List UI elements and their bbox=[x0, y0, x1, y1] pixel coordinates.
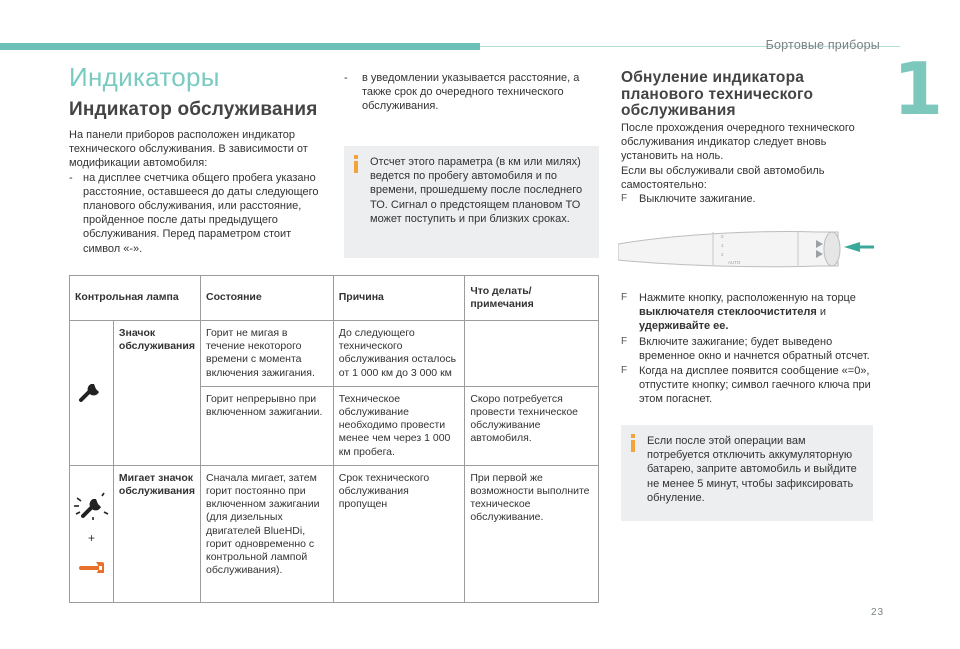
lamp-cell bbox=[70, 465, 114, 602]
action-cell: При первой же возможности выполните техническое обслуживание. bbox=[465, 465, 599, 602]
table-header-row bbox=[70, 276, 599, 321]
cause-cell: Техническое обслуживание необходимо провести менее чем через 1 000 км пробега. bbox=[333, 386, 465, 465]
checkbox-icon: F bbox=[621, 292, 628, 303]
lamp-cell bbox=[70, 321, 114, 466]
cause-cell: До следующего технического обслуживания осталось от 1 000 км до 3 000 км bbox=[333, 321, 465, 387]
svg-text:0: 0 bbox=[721, 234, 724, 239]
reset-steps bbox=[621, 291, 879, 408]
step-item bbox=[621, 192, 879, 206]
step-text: Включите зажигание; будет выведено временное окно и начнется обратный отсчет. bbox=[639, 335, 870, 362]
info-note-mileage bbox=[344, 146, 599, 258]
running-head: Бортовые приборы bbox=[765, 38, 880, 52]
step-text: Когда на дисплее появится сообщение «=0», отпустите кнопку; символ гаечного ключа при этом погаснет. bbox=[639, 365, 871, 406]
reset-intro bbox=[621, 121, 879, 206]
reset-title: Обнуление индикатора планового технического обслуживания bbox=[621, 69, 814, 119]
note-text: Отсчет этого параметра (в км или милях) ведется по пробегу автомобиля и по времени, прошедшему после последнего ТО. Сигнал о предстоящем плановом ТО может поступить и при близких сроках. bbox=[370, 156, 583, 225]
condition-cell: Горит не мигая в течение некоторого времени с момента включения зажигания. bbox=[200, 321, 333, 387]
orange-wrench-icon bbox=[78, 553, 104, 573]
info-icon bbox=[627, 434, 639, 513]
action-cell: Скоро потребуется провести техническое обслуживание автомобиля. bbox=[465, 386, 599, 465]
bullet-dash: - bbox=[344, 72, 348, 84]
state-cell: Значок обслуживания bbox=[113, 321, 200, 466]
checkbox-icon: F bbox=[621, 335, 628, 347]
page-number: 23 bbox=[871, 607, 885, 618]
reset-para-2: Если вы обслуживали свой автомобиль самостоятельно: bbox=[621, 164, 825, 191]
bullet-dash: - bbox=[69, 171, 73, 184]
info-icon bbox=[350, 155, 362, 250]
note-text: Если после этой операции вам потребуется отключить аккумуляторную батарею, заприте автомобиль и выйдите не менее 5 минут, чтобы зафиксировать обнуление. bbox=[647, 435, 857, 504]
checkbox-icon: F bbox=[621, 365, 628, 377]
table-row bbox=[70, 465, 599, 602]
condition-cell: Горит непрерывно при включенном зажигании. bbox=[200, 386, 333, 465]
step-text: Выключите зажигание. bbox=[639, 193, 756, 206]
info-i-icon bbox=[630, 434, 636, 452]
step-item bbox=[621, 364, 879, 407]
col-header-lamp: Контрольная лампа bbox=[70, 276, 201, 321]
action-cell bbox=[465, 321, 599, 387]
state-cell: Мигает значок обслуживания bbox=[113, 465, 200, 602]
wiper-stalk-illustration bbox=[618, 214, 876, 280]
warning-lamp-table bbox=[69, 275, 599, 603]
col-header-state: Состояние bbox=[200, 276, 333, 321]
table-row bbox=[70, 321, 599, 387]
step-bold: выключателя стеклоочистителя bbox=[639, 306, 817, 319]
reset-para-1: После прохождения очередного технического обслуживания индикатор следует вновь установить на ноль. bbox=[621, 122, 855, 163]
plus-sign: + bbox=[87, 531, 95, 546]
subsection-title: Индикатор обслуживания bbox=[69, 99, 318, 120]
col-header-action: Что делать/примечания bbox=[465, 276, 599, 321]
wrench-icon bbox=[78, 379, 104, 403]
svg-text:2: 2 bbox=[721, 252, 724, 257]
mid-bullet-text: в уведомлении указывается расстояние, а также срок до очередного технического обслуживания. bbox=[362, 72, 580, 113]
intro-block bbox=[69, 128, 327, 256]
section-title: Индикаторы bbox=[69, 62, 220, 92]
chapter-number: 1 bbox=[893, 47, 944, 131]
cause-cell: Срок технического обслуживания пропущен bbox=[333, 465, 465, 602]
step-text: Нажмите кнопку, расположенную на торце выключателя стеклоочистителя и удерживайте ее. bbox=[639, 292, 856, 333]
info-i-icon bbox=[353, 155, 359, 173]
step-item bbox=[621, 335, 879, 363]
step-item bbox=[621, 291, 879, 334]
svg-text:1: 1 bbox=[721, 243, 724, 248]
info-note-battery bbox=[621, 425, 873, 521]
intro-bullet bbox=[69, 171, 327, 256]
intro-text: На панели приборов расположен индикатор технического обслуживания. В зависимости от модификации автомобиля: bbox=[69, 129, 308, 170]
top-accent-bar bbox=[0, 43, 480, 50]
bullet-text: на дисплее счетчика общего пробега указано расстояние, оставшееся до даты следующего планового обслуживания, или расстояние, пройденное после даты предыдущего обслуживания. Перед параметром стоит символ «-». bbox=[83, 171, 319, 255]
stalk-label: AUTO bbox=[728, 260, 741, 265]
mid-bullet bbox=[344, 71, 602, 114]
checkbox-icon: F bbox=[621, 193, 628, 205]
condition-cell: Сначала мигает, затем горит постоянно при включенном зажигании (для дизельных двигателей BlueHDi, горит одновременно с контрольной лампой обслуживания). bbox=[200, 465, 333, 602]
step-bold: удерживайте ее. bbox=[639, 320, 729, 333]
blinking-wrench-icon bbox=[71, 490, 111, 522]
col-header-cause: Причина bbox=[333, 276, 465, 321]
